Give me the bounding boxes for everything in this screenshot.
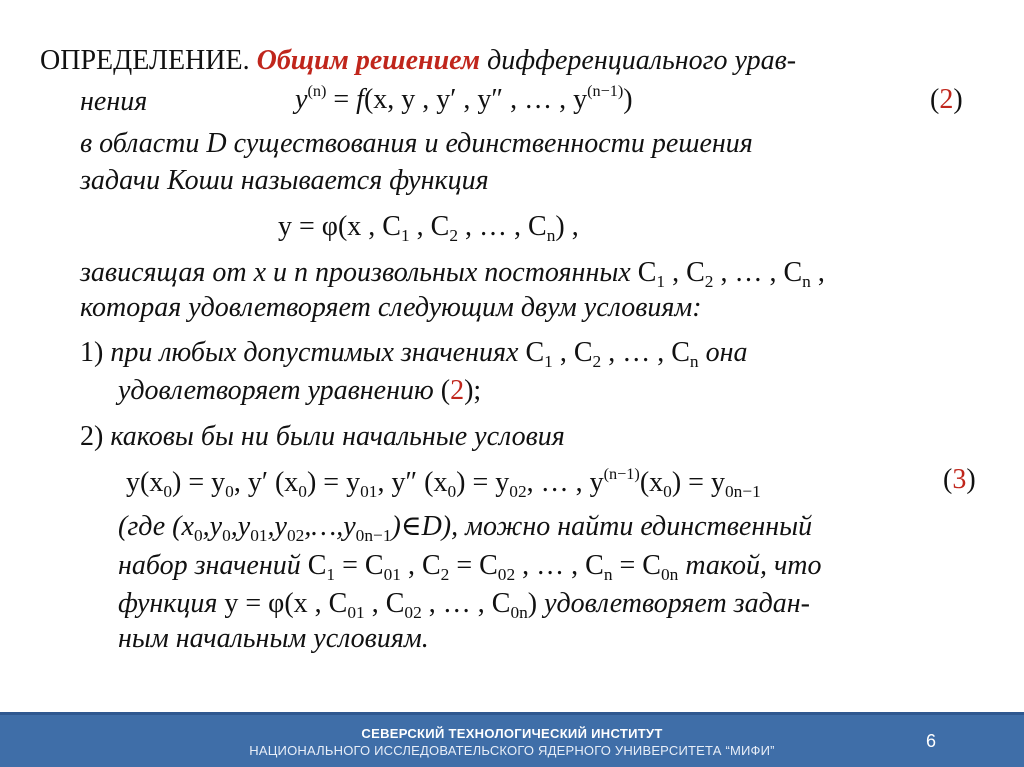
text-run: ) = y [671,467,725,498]
text-run: 0 [193,526,203,546]
text-run: 3 [952,464,967,495]
text-run: задачи Коши называется функция [80,165,489,196]
text-run: y = φ(x , C [217,588,348,619]
text-run: 01 [250,526,268,546]
text-run: 2 [440,565,450,585]
equation-2-number [930,86,963,114]
text-run: 02 [509,482,527,502]
text-run: , C [364,588,405,619]
text-run: ) [527,588,545,619]
text-run: 1 [656,272,666,292]
text-run: 02 [286,526,305,546]
text-run: 0 [663,482,672,502]
text-run: , … , C [601,337,690,368]
text-run: ″ [405,467,418,498]
institute-name: СЕВЕРСКИЙ ТЕХНОЛОГИЧЕСКИЙ ИНСТИТУТ [361,726,663,741]
page-number: 6 [925,731,936,751]
text-run: n [546,226,556,246]
text-run: 0n−1 [355,526,392,546]
text-run: ) = y [172,467,226,498]
text-run: ) [623,84,633,115]
text-run: ( [440,375,451,406]
text-run: , C [552,337,593,368]
university-name: НАЦИОНАЛЬНОГО ИССЛЕДОВАТЕЛЬСКОГО ЯДЕРНОГО УНИВЕРСИТЕТА “МИФИ” [249,743,775,758]
text-run: 0n−1 [724,482,761,502]
text-run: 1 [326,565,336,585]
text-run: в области D существования и единственности решения [80,128,753,159]
text-run: набор значений [118,550,301,581]
text-run: (n−1) [587,81,624,100]
text-run: (x [639,467,664,498]
condition-2-line-4 [118,588,810,623]
definition-line-1 [40,47,796,75]
text-run: 0n [660,565,679,585]
text-run: ) [966,464,976,495]
text-run: y(x [126,467,164,498]
text-run: , y [233,467,262,498]
text-run: C [300,550,327,581]
text-run: 01 [360,482,378,502]
text-run: (n−1) [603,464,640,483]
text-run: C [518,337,545,368]
text-run: , … , C [458,211,547,242]
text-run: f [356,84,364,115]
initial-conditions-3 [126,464,761,502]
text-run: 2 [704,272,714,292]
text-run: ,y [230,511,251,542]
text-run: ) = y [306,467,361,498]
text-run: она [698,337,748,368]
text-run: 2 [449,226,459,246]
text-run: ) = y [456,467,510,498]
condition-1-line-2 [118,377,481,405]
text-run: , C [409,211,450,242]
text-run: , y [456,84,492,115]
definition-line-2 [80,88,147,116]
text-run: ,y [267,511,287,542]
text-run: функция [118,588,218,619]
text-run: ( [943,464,953,495]
text-run: ′ [450,84,457,115]
text-run: 02 [404,603,422,623]
text-run: 0 [225,482,234,502]
text-run: ,…,y [304,511,356,542]
general-solution-formula [278,211,579,246]
condition-2-line-5 [118,625,429,653]
domain-line [80,130,753,158]
text-run: 2 [939,84,954,115]
text-run: при любых допустимых значениях [110,337,519,368]
text-run: 2) [80,421,111,452]
text-run: y = φ(x , C [278,211,401,242]
text-run: ′ [261,467,268,498]
text-run: ) , [555,211,579,242]
text-run: n [603,565,613,585]
condition-2-line-1 [80,423,565,451]
text-run: 01 [383,565,401,585]
text-run: = C [335,550,384,581]
text-run: дифференциального урав- [480,45,797,76]
text-run: ным начальным условиям. [118,623,429,654]
text-run: ОПРЕДЕЛЕНИЕ. [40,45,257,76]
text-run: каковы бы ни были начальные условия [110,421,565,452]
text-run: , … , C [713,257,803,288]
text-run: = [326,84,357,115]
text-run: ) [953,84,963,115]
text-run: , … , C [515,550,604,581]
text-run: удовлетворяет задан- [544,588,810,619]
text-run: 0 [222,526,231,546]
constants-line [80,257,825,292]
text-run: , … , y [526,467,604,498]
condition-2-line-2 [118,511,813,546]
text-run: ,y [202,511,223,542]
text-run: 0 [163,482,173,502]
text-run: нения [80,86,148,117]
text-run: ); [464,375,482,406]
text-run: 0n [510,603,528,623]
cauchy-line [80,167,489,195]
text-run: , … , C [421,588,511,619]
text-run: 1) [80,337,111,368]
text-run: удовлетворяет уравнению [118,375,441,406]
text-run: 2 [592,352,602,372]
text-run: , … , y [503,84,588,115]
text-run: (x, y , y [363,84,451,115]
text-run: = C [449,550,498,581]
text-run: ( [930,84,940,115]
text-run: 01 [347,603,365,623]
text-run: )∈D), можно найти единственный [391,511,813,542]
text-run: y [295,84,308,115]
text-run: такой, что [678,550,822,581]
equation-2 [295,81,633,115]
text-run: зависящая от x и n произвольных постоянных [80,257,631,288]
text-run: , C [665,257,705,288]
text-run: (x [417,467,448,498]
text-run: ″ [491,84,504,115]
text-run: , y [377,467,406,498]
text-run: Общим решением [256,45,481,76]
text-run: 0 [447,482,457,502]
text-run: 1 [400,226,410,246]
text-run: 02 [497,565,516,585]
condition-1-line-1 [80,337,748,372]
text-run: (x [267,467,299,498]
text-run: n [802,272,811,292]
footer-bar [0,712,1024,767]
text-run: , C [400,550,441,581]
text-run: n [689,352,699,372]
condition-2-line-3 [118,550,822,585]
equation-3-number [943,466,976,494]
text-run: (n) [307,81,327,100]
text-run: = C [612,550,661,581]
text-run: которая удовлетворяет следующим двум условиям: [80,292,702,323]
text-run: 2 [450,375,465,406]
text-run: C [630,257,657,288]
text-run: 0 [298,482,307,502]
text-run: (где (x [118,511,194,542]
conditions-intro [80,294,702,322]
text-run: , [810,257,825,288]
text-run: 1 [544,352,553,372]
